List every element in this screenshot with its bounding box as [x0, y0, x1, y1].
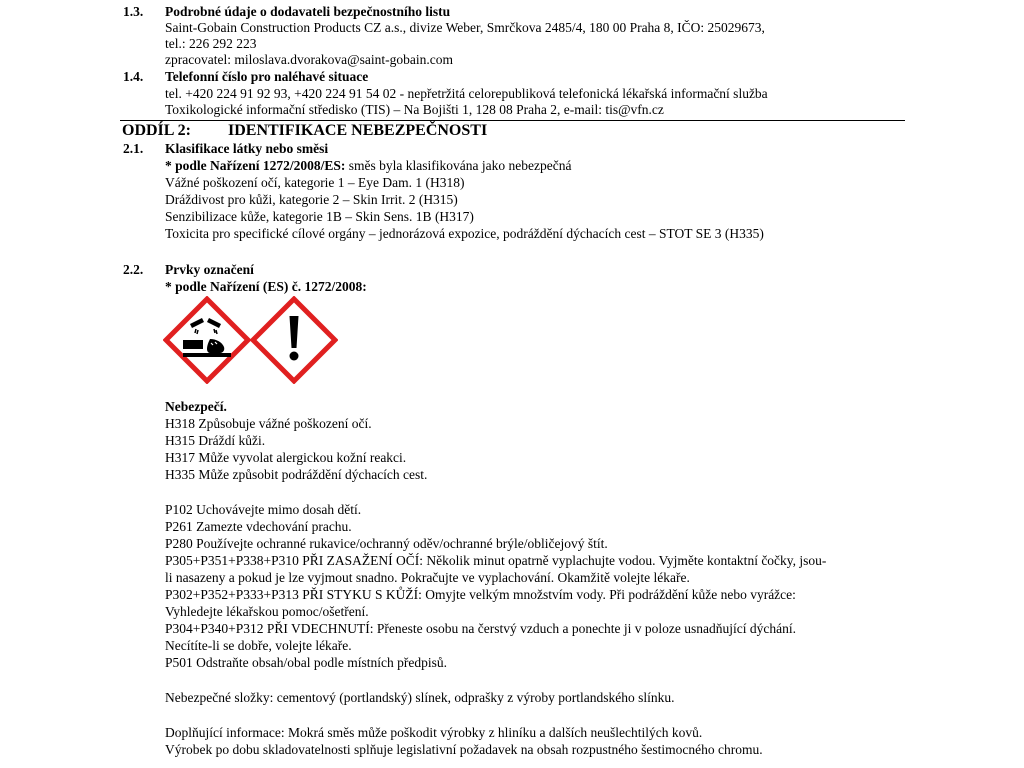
section-number-1-4: 1.4. [123, 69, 144, 84]
hazard-statement: H315 Dráždí kůži. [165, 433, 266, 448]
section-divider [120, 120, 905, 121]
section-2-label: ODDÍL 2: [122, 122, 191, 139]
corrosion-icon [166, 299, 248, 381]
hazard-statement: H317 Může vyvolat alergickou kožní reakci. [165, 450, 407, 465]
section-title-1-4: Telefonní číslo pro naléhavé situace [165, 69, 369, 84]
section-title-1-3: Podrobné údaje o dodavateli bezpečnostního listu [165, 4, 451, 19]
precaution-statement: P280 Používejte ochranné rukavice/ochranný oděv/ochranné brýle/obličejový štít. [165, 536, 608, 551]
signal-word: Nebezpečí. [165, 399, 227, 414]
section-2-title: IDENTIFIKACE NEBEZPEČNOSTI [228, 122, 488, 139]
precaution-statement: Necítíte-li se dobře, volejte lékaře. [165, 638, 352, 653]
labelling-regulation: * podle Nařízení (ES) č. 1272/2008: [165, 279, 367, 294]
supplier-phone: tel.: 226 292 223 [165, 36, 257, 51]
hazard-statement: H318 Způsobuje vážné poškození očí. [165, 416, 372, 431]
hazard-statement: H335 Může způsobit podráždění dýchacích cest. [165, 467, 428, 482]
supplier-address: Saint-Gobain Construction Products CZ a.s., divize Weber, Smrčkova 2485/4, 180 00 Praha 8, IČO: 25029673, [165, 20, 765, 35]
precaution-statement: P302+P352+P333+P313 PŘI STYKU S KŮŽÍ: Omyjte velkým množstvím vody. Při podráždění kůže nebo vyrážce: [165, 587, 796, 602]
section-number-2-1: 2.1. [123, 141, 144, 156]
ghs-pictograms [163, 296, 338, 384]
section-number-1-3: 1.3. [123, 4, 144, 19]
additional-info: Výrobek po dobu skladovatelnosti splňuje legislativní požadavek na obsah rozpustného šestimocného chromu. [165, 742, 763, 757]
classification-item: Dráždivost pro kůži, kategorie 2 – Skin Irrit. 2 (H315) [165, 192, 458, 207]
precaution-statement: Vyhledejte lékařskou pomoc/ošetření. [165, 604, 369, 619]
classification-item: Vážné poškození očí, kategorie 1 – Eye Dam. 1 (H318) [165, 175, 465, 190]
section-title-2-1: Klasifikace látky nebo směsi [165, 141, 329, 156]
precaution-statement: P305+P351+P338+P310 PŘI ZASAŽENÍ OČÍ: Několik minut opatrně vyplachujte vodou. Vyjměte kontaktní čočky, jsou- [165, 553, 827, 568]
supplier-contact-email: zpracovatel: miloslava.dvorakova@saint-gobain.com [165, 52, 453, 67]
precaution-statement: P261 Zamezte vdechování prachu. [165, 519, 352, 534]
classification-regulation [165, 158, 571, 174]
section-number-2-2: 2.2. [123, 262, 144, 277]
classification-item: Toxicita pro specifické cílové orgány – jednorázová expozice, podráždění dýchacích cest – STOT SE 3 (H335) [165, 226, 764, 241]
additional-info: Doplňující informace: Mokrá směs může poškodit výrobky z hliníku a dalších neušlechtilých kovů. [165, 725, 703, 740]
regulation-text: směs byla klasifikována jako nebezpečná [345, 158, 572, 173]
exclamation-icon [253, 299, 335, 381]
precaution-statement: li nasazeny a pokud je lze vyjmout snadno. Pokračujte ve vyplachování. Okamžitě volejte lékaře. [165, 570, 690, 585]
tis-info: Toxikologické informační středisko (TIS) – Na Bojišti 1, 128 08 Praha 2, e-mail: tis@vfn.cz [165, 102, 664, 117]
precaution-statement: P501 Odstraňte obsah/obal podle místních předpisů. [165, 655, 447, 670]
precaution-statement: P304+P340+P312 PŘI VDECHNUTÍ: Přeneste osobu na čerstvý vzduch a ponechte ji v poloze usnadňující dýchání. [165, 621, 797, 636]
classification-item: Senzibilizace kůže, kategorie 1B – Skin Sens. 1B (H317) [165, 209, 474, 224]
hazardous-components: Nebezpečné složky: cementový (portlandský) slínek, odprašky z výroby portlandského slínku. [165, 690, 675, 705]
precaution-statement: P102 Uchovávejte mimo dosah dětí. [165, 502, 362, 517]
regulation-label: * podle Nařízení 1272/2008/ES: [165, 158, 346, 173]
section-title-2-2: Prvky označení [165, 262, 254, 277]
emergency-phone: tel. +420 224 91 92 93, +420 224 91 54 02 - nepřetržitá celorepubliková telefonická lékařská informační služba [165, 86, 768, 101]
